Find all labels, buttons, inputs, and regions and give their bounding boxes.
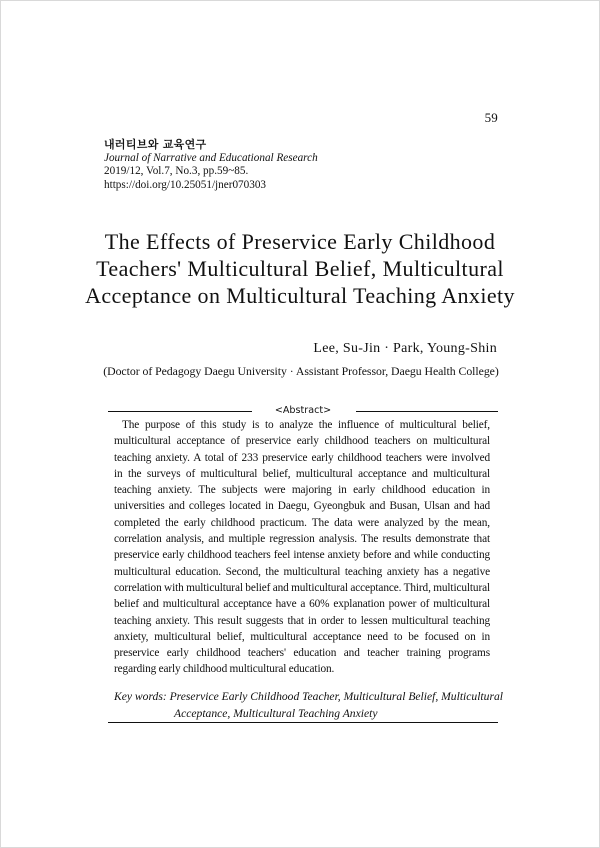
abstract-line: in the surveys of multicultural belief, multicultural acceptance and multicultural	[114, 467, 490, 480]
keywords-line: Key words: Preservice Early Childhood Teacher, Multicultural Belief, Multicultural	[114, 690, 503, 703]
journal-korean-title: 내러티브와 교육연구	[104, 138, 207, 151]
keywords-line: Acceptance, Multicultural Teaching Anxiety	[174, 707, 378, 720]
title-line: The Effects of Preservice Early Childhood	[104, 229, 496, 254]
abstract-line: teaching anxiety. A total of 233 preservice early childhood teachers were involved	[114, 451, 490, 464]
page-number: 59	[484, 110, 498, 125]
bottom-divider	[108, 722, 498, 723]
abstract-line: teaching anxiety. This result suggests that in order to lessen multicultural teaching	[114, 614, 490, 627]
abstract-line: anxiety, multicultural belief, multicultural acceptance need to be focused on in	[114, 630, 490, 643]
journal-english-title: Journal of Narrative and Educational Research	[104, 151, 318, 164]
abstract-line: correlation with multicultural belief and multicultural acceptance. Third, multicultural	[114, 581, 490, 594]
abstract-line: The purpose of this study is to analyze the influence of multicultural belief,	[122, 419, 490, 431]
journal-issue: 2019/12, Vol.7, No.3, pp.59~85.	[104, 165, 249, 178]
title-line: Acceptance on Multicultural Teaching Anxiety	[85, 283, 515, 308]
title-line: Teachers' Multicultural Belief, Multicultural	[96, 256, 504, 281]
abstract-line: multicultural education. Second, the multicultural teaching anxiety has a negative	[114, 565, 490, 578]
abstract-line: preservice early childhood teachers' education and teacher training programs	[114, 647, 490, 660]
abstract-line: multicultural acceptance of preservice early childhood teachers on multicultural	[114, 435, 490, 448]
abstract-line: universities and colleges located in Daegu, Gyeongbuk and Busan, Ulsan and had	[114, 500, 490, 513]
abstract-line: completed the early childhood practicum. The data were analyzed by the mean,	[114, 516, 490, 529]
abstract-line: belief and multicultural acceptance have a 60% explanation power of multicultural	[114, 598, 490, 611]
affiliation: (Doctor of Pedagogy Daegu University · Assistant Professor, Daegu Health College)	[103, 364, 499, 378]
authors: Lee, Su-Jin · Park, Young-Shin	[313, 341, 497, 356]
abstract-line: correlation analysis, and multiple regression analysis. The results demonstrate that	[114, 533, 490, 546]
abstract-body	[114, 417, 490, 678]
abstract-line: preservice early childhood teachers feel intense anxiety before and while conducting	[114, 549, 490, 562]
abstract-divider	[108, 404, 498, 418]
abstract-line: regarding early childhood multicultural education.	[114, 663, 335, 676]
abstract-heading: <Abstract>	[274, 405, 332, 416]
abstract-line: teaching anxiety. The subjects were majoring in early childhood education in	[114, 484, 490, 497]
journal-doi-link[interactable]: https://doi.org/10.25051/jner070303	[104, 178, 267, 191]
keywords	[114, 688, 503, 722]
journal-info	[104, 138, 318, 192]
paper-title	[80, 228, 520, 309]
rule-line	[356, 411, 498, 412]
